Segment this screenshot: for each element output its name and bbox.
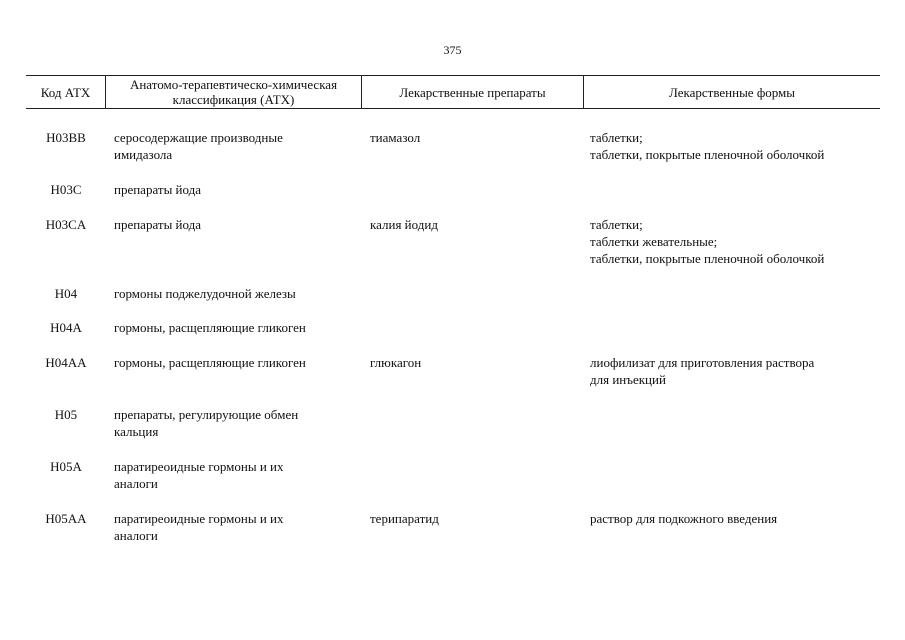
atx-name: паратиреоидные гормоны и их аналоги xyxy=(114,511,284,543)
atx-name: препараты йода xyxy=(114,182,202,197)
header-code: Код АТХ xyxy=(26,76,106,108)
drug-name: терипаратид xyxy=(370,511,439,526)
atx-name: гормоны, расщепляющие гликоген xyxy=(114,320,306,335)
table-header xyxy=(26,75,880,109)
atx-name: паратиреоидные гормоны и их аналоги xyxy=(114,459,284,491)
dosage-forms: таблетки; таблетки жевательные; таблетки, покрытые пленочной оболочкой xyxy=(590,217,825,266)
atx-code: H05AA xyxy=(45,511,87,526)
atx-name: гормоны поджелудочной железы xyxy=(114,286,296,301)
header-drugs: Лекарственные препараты xyxy=(362,76,584,108)
drug-name: тиамазол xyxy=(370,130,421,145)
atx-code: H05A xyxy=(50,459,82,474)
atx-name: серосодержащие производные имидазола xyxy=(114,130,283,162)
drug-name: глюкагон xyxy=(370,355,422,370)
drug-name: калия йодид xyxy=(370,217,438,232)
atx-code: H03C xyxy=(50,182,82,197)
atx-code: H05 xyxy=(54,407,78,422)
atx-code: H03BB xyxy=(46,130,86,145)
dosage-forms: лиофилизат для приготовления раствора для инъекций xyxy=(590,355,815,387)
atx-name: препараты, регулирующие обмен кальция xyxy=(114,407,299,439)
header-atx: Анатомо-терапевтическо-химическая классификация (АТХ) xyxy=(106,76,362,108)
dosage-forms: раствор для подкожного введения xyxy=(590,511,778,526)
atx-name: гормоны, расщепляющие гликоген xyxy=(114,355,306,370)
atx-code: H04AA xyxy=(45,355,87,370)
atx-code: H03CA xyxy=(45,217,87,232)
page-number: 375 xyxy=(443,43,462,57)
header-forms: Лекарственные формы xyxy=(668,84,796,100)
atx-code: H04 xyxy=(54,286,78,301)
atx-name: препараты йода xyxy=(114,217,202,232)
dosage-forms: таблетки; таблетки, покрытые пленочной оболочкой xyxy=(590,130,825,162)
atx-code: H04A xyxy=(50,320,82,335)
